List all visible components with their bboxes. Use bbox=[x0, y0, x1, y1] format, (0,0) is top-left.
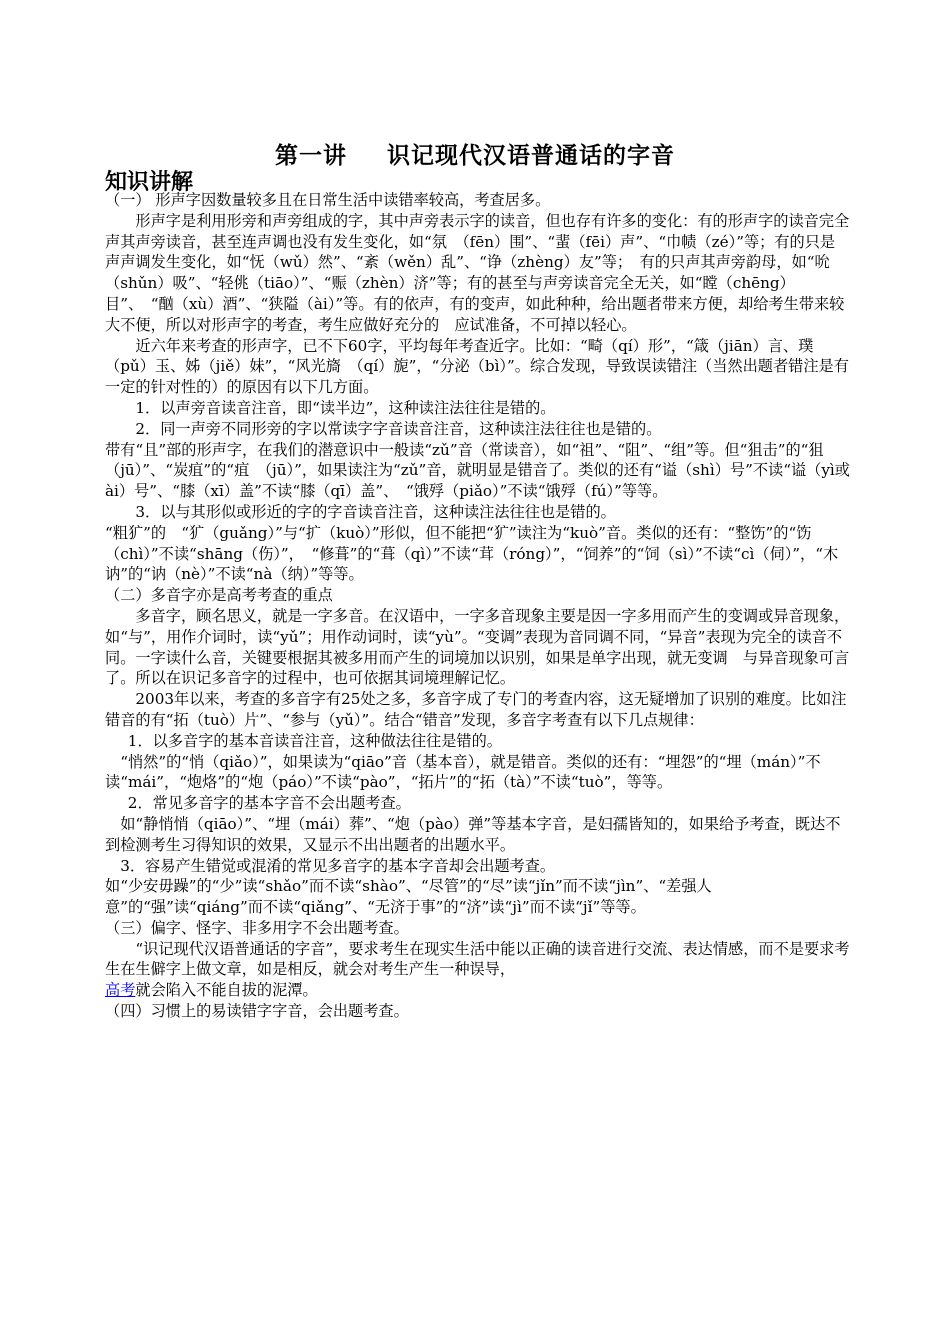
paragraph: “粗犷”的 “犷（guǎng）”与“扩（kuò）”形似，但不能把“犷”读注为“kuò”音。类似的还有：“整饬”的“饬（chì）”不读“shāng（伤）”， “修葺”的“葺（qì）”不读“茸（róng）”，“饲养”的“饲（sì）”不读“cì（伺）”，“木讷”的“讷（nè）”不读“nà（纳）”等等。 bbox=[105, 523, 839, 584]
gaokao-link[interactable]: 高考 bbox=[105, 981, 136, 1000]
list-item: 3．以与其形似或形近的字的字音读音注音，这种读注法往往也是错的。 bbox=[135, 502, 616, 521]
list-item: 1．以多音字的基本音读音注音，这种做法往往是错的。 bbox=[127, 731, 502, 750]
paragraph: 形声字是利用形旁和声旁组成的字，其中声旁表示字的读音，但也存有许多的变化：有的形声字的读音完全声其声旁读音，甚至连声调也没有发生变化，如“氛 （fēn）围”、“蜚（fēi）声”、“巾帻（zé）”等；有的只是声声调发生变化，如“怃（wǔ）然”、“紊（wěn）乱”、“诤（zhèng）友”等； 有的只声其声旁韵母，如“吮（shǔn）吸”、“轻佻（tiāo）”、“赈（zhèn）济”等；有的甚至与声旁读音完全无关，如“瞠（chēng）目”、 “酗（xù）酒”、“狭隘（ài）”等。有的依声，有的变声，如此种种，给出题者带来方便，却给考生带来较大不便，所以对形声字的考查，考生应做好充分的 应试准备，不可掉以轻心。 bbox=[105, 211, 850, 334]
paragraph-section-3-heading: （三）偏字、怪字、非多用字不会出题考查。 bbox=[105, 918, 409, 937]
paragraph: 如“静悄悄（qiāo）”、“埋（mái）葬”、“炮（pào）弹”等基本字音，是妇孺皆知的，如果给予考查，既达不到检测考生习得知识的效果，又显示不出出题者的出题水平。 bbox=[105, 814, 841, 854]
paragraph-continuation: 就会陷入不能自拔的泥潭。 bbox=[135, 981, 318, 1000]
paragraph: “识记现代汉语普通话的字音”，要求考生在现实生活中能以正确的读音进行交流、表达情感，而不是要求考生在生僻字上做文章，如是相反，就会对考生产生一种误导， bbox=[105, 939, 850, 979]
list-item: 3．容易产生错觉或混淆的常见多音字的基本字音却会出题考查。 bbox=[120, 856, 556, 875]
list-item: 1．以声旁音读音注音，即“读半边”，这种读注法往往是错的。 bbox=[135, 398, 556, 417]
list-item: 2．同一声旁不同形旁的字以常读字字音读音注音，这种读注法往往也是错的。 bbox=[135, 419, 662, 438]
title-topic: 识记现代汉语普通话的字音 bbox=[387, 143, 675, 169]
paragraph-section-2-heading: （二）多音字亦是高考考查的重点 bbox=[105, 586, 333, 605]
paragraph: “悄然”的“悄（qiǎo）”，如果读为“qiāo”音（基本音），就是错音。类似的还有：“埋怨”的“埋（mán）”不读“mái”，“炮烙”的“炮（páo）”不读“pào”，“拓片”的“拓（tà）”不读“tuò”，等等。 bbox=[105, 752, 821, 792]
title-lecture-number: 第一讲 bbox=[275, 143, 347, 169]
paragraph bbox=[105, 980, 850, 1001]
paragraph-section-1-heading: （一） 形声字因数量较多且在日常生活中读错率较高，考查居多。 bbox=[105, 191, 551, 209]
paragraph: 近六年来考查的形声字，已不下60字，平均每年考查近字。比如：“畸（qí）形”，“箴（jiān）言、璞（pǔ）玉、姊（jiě）妹”，“风光旖 （qí）旎”，“分泌（bì）”。综合发现，导致误读错注（当然出题者错注是有一定的针对性的）的原因有以下几方面。 bbox=[105, 336, 849, 397]
document-body bbox=[105, 190, 850, 1022]
section-heading: 知识讲解 bbox=[105, 170, 194, 195]
paragraph: 带有“且”部的形声字，在我们的潜意识中一般读“zǔ”音（常读音），如“祖”、“阻”、“组”等。但“狙击”的“狙（jū）”、“炭疽”的“疽 （jū）”，如果读注为“zǔ”音，就明显是错音了。类似的还有“谥（shì）号”不读“谥（yì或ài）号”、“膝（xī）盖”不读“膝（qī）盖”、 “饿殍（piǎo）”不读“饿殍（fú）”等等。 bbox=[105, 440, 850, 501]
paragraph-section-4-heading: （四）习惯上的易读错字字音，会出题考查。 bbox=[105, 1002, 409, 1021]
paragraph: 2003年以来，考查的多音字有25处之多，多音字成了专门的考查内容，这无疑增加了识别的难度。比如注错音的有“拓（tuò）片”、“参与（yǔ）”。结合“错音”发现，多音字考查有以下几点规律： bbox=[105, 690, 847, 729]
paragraph: 多音字，顾名思义，就是一字多音。在汉语中，一字多音现象主要是因一字多用而产生的变调或异音现象，如“与”，用作介词时，读“yǔ”；用作动词时，读“yù”。“变调”表现为音同调不同，“异音”表现为完全的读音不同。一字读什么音，关键要根据其被多用而产生的词境加以识别，如果是单字出现，就无变调 与异音现象可言了。所以在识记多音字的过程中，也可依据其词境理解记忆。 bbox=[105, 606, 850, 688]
paragraph: 如“少安毋躁”的“少”读“shǎo”而不读“shào”、“尽管”的“尽”读“jǐn”而不读“jìn”、“差强人意”的“强”读“qiáng”而不读“qiǎng”、“无济于事”的“济”读“jì”而不读“jǐ”等等。 bbox=[105, 877, 712, 917]
list-item: 2．常见多音字的基本字音不会出题考查。 bbox=[127, 794, 411, 813]
